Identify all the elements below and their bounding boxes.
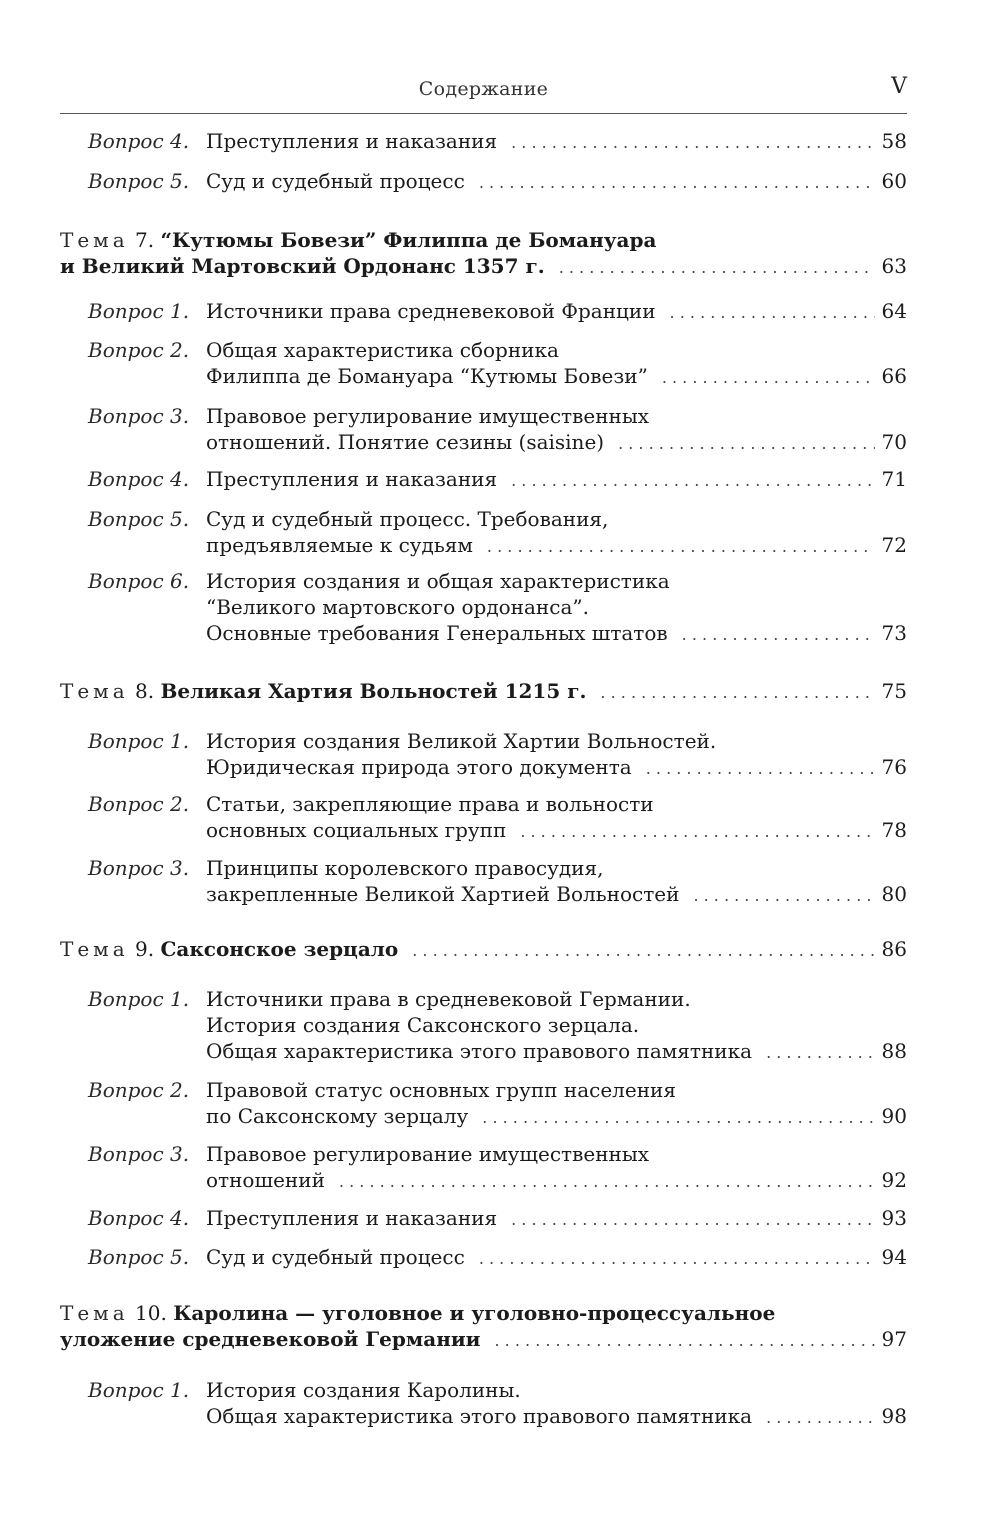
entry-text: Тема 8. Великая Хартия Вольностей 1215 г. bbox=[60, 679, 587, 703]
page-number: 73 bbox=[881, 621, 907, 645]
entry-text bbox=[206, 728, 716, 754]
question-title: Преступления и наказания bbox=[206, 1206, 498, 1230]
topic-label: Тема bbox=[60, 679, 129, 703]
entry-text bbox=[206, 1012, 639, 1038]
entry-line bbox=[60, 253, 907, 279]
entry-line bbox=[60, 936, 907, 962]
entry-text bbox=[206, 403, 649, 429]
entry-body bbox=[206, 728, 907, 780]
entry-body bbox=[60, 227, 907, 279]
topic-title: Саксонское зерцало bbox=[160, 937, 399, 961]
entry-line bbox=[206, 298, 907, 324]
entry-body bbox=[206, 855, 907, 907]
topic-title: “Кутюмы Бовези” Филиппа де Бомануара bbox=[160, 228, 657, 252]
question-title: Источники права в средневековой Германии. bbox=[206, 987, 691, 1011]
entry-line bbox=[60, 1326, 907, 1352]
topic-title: Великая Хартия Вольностей 1215 г. bbox=[160, 679, 587, 703]
entry-text bbox=[206, 1244, 465, 1270]
entry-text bbox=[206, 855, 603, 881]
entry-text bbox=[206, 466, 497, 492]
question-label: Вопрос 4. bbox=[88, 467, 190, 491]
entry-text bbox=[206, 881, 679, 907]
entry-body bbox=[60, 936, 907, 962]
question-label: Вопрос 1. bbox=[88, 729, 190, 753]
entry-text bbox=[206, 337, 559, 363]
dot-leader bbox=[495, 1328, 876, 1354]
entry-line bbox=[60, 227, 907, 253]
question-label: Вопрос 2. bbox=[88, 1078, 190, 1102]
entry-body bbox=[206, 298, 907, 324]
entry-text bbox=[206, 1403, 752, 1429]
question-title: Суд и судебный процесс bbox=[206, 169, 465, 193]
entry-line bbox=[206, 1205, 907, 1231]
page-number: 58 bbox=[881, 129, 907, 153]
entry-body bbox=[206, 791, 907, 843]
topic-label: Тема bbox=[60, 1301, 129, 1325]
entry-text bbox=[206, 429, 604, 455]
entry-body bbox=[206, 1244, 907, 1270]
entry-body bbox=[206, 337, 907, 389]
question-title: Правовой статус основных групп населения bbox=[206, 1078, 676, 1102]
entry-text bbox=[206, 532, 473, 558]
entry-text bbox=[206, 1038, 752, 1064]
question-label: Вопрос 4. bbox=[88, 129, 190, 153]
entry-line bbox=[206, 1403, 907, 1429]
entry-body bbox=[206, 1377, 907, 1429]
entry-line bbox=[206, 363, 907, 389]
page-number: 88 bbox=[881, 1039, 907, 1063]
header-rule bbox=[60, 113, 907, 114]
entry-text bbox=[206, 1205, 497, 1231]
entry-line bbox=[206, 1012, 907, 1038]
entry-text bbox=[206, 1167, 325, 1193]
topic-title: и Великий Мартовский Ордонанс 1357 г. bbox=[60, 254, 545, 278]
question-label: Вопрос 6. bbox=[88, 569, 190, 593]
entry-text bbox=[206, 817, 506, 843]
header-page-number: V bbox=[891, 74, 907, 99]
entry-text bbox=[206, 1377, 521, 1403]
entry-line bbox=[206, 568, 907, 594]
dot-leader bbox=[511, 130, 875, 156]
entry-body bbox=[206, 128, 907, 154]
dot-leader bbox=[482, 1105, 875, 1131]
topic-label: Тема bbox=[60, 228, 129, 252]
entry-text bbox=[206, 791, 654, 817]
entry-line bbox=[206, 986, 907, 1012]
page-number: 98 bbox=[881, 1404, 907, 1428]
entry-text bbox=[206, 168, 465, 194]
entry-text bbox=[206, 1141, 649, 1167]
dot-leader bbox=[600, 680, 875, 706]
page-number: 90 bbox=[881, 1104, 907, 1128]
question-label: Вопрос 5. bbox=[88, 507, 190, 531]
running-header bbox=[60, 76, 907, 104]
dot-leader bbox=[559, 255, 875, 281]
entry-line bbox=[206, 429, 907, 455]
page-number: 64 bbox=[881, 299, 907, 323]
question-title: основных социальных групп bbox=[206, 818, 507, 842]
entry-line bbox=[206, 506, 907, 532]
entry-line bbox=[206, 791, 907, 817]
question-title: “Великого мартовского ордонанса”. bbox=[206, 595, 589, 619]
question-label: Вопрос 5. bbox=[88, 1245, 190, 1269]
page-number: 86 bbox=[881, 937, 907, 961]
entry-body bbox=[206, 1141, 907, 1193]
entry-text bbox=[206, 568, 670, 594]
page-number: 92 bbox=[881, 1168, 907, 1192]
question-label: Вопрос 2. bbox=[88, 338, 190, 362]
question-label: Вопрос 1. bbox=[88, 987, 190, 1011]
dot-leader bbox=[766, 1405, 875, 1431]
dot-leader bbox=[646, 756, 875, 782]
question-title: Общая характеристика этого правового памятника bbox=[206, 1404, 753, 1428]
entry-line bbox=[206, 1377, 907, 1403]
page-number: 78 bbox=[881, 818, 907, 842]
entry-line bbox=[206, 1038, 907, 1064]
entry-line bbox=[206, 594, 907, 620]
question-title: История создания Саксонского зерцала. bbox=[206, 1013, 640, 1037]
question-title: Источники права средневековой Франции bbox=[206, 299, 656, 323]
page-number: 97 bbox=[881, 1327, 907, 1351]
entry-line bbox=[206, 337, 907, 363]
entry-line bbox=[206, 728, 907, 754]
entry-text bbox=[206, 363, 648, 389]
entry-body bbox=[206, 506, 907, 558]
header-title: Содержание bbox=[418, 78, 549, 100]
question-title: История создания Великой Хартии Вольностей. bbox=[206, 729, 717, 753]
topic-title: уложение средневековой Германии bbox=[60, 1327, 481, 1351]
page-number: 70 bbox=[881, 430, 907, 454]
entry-text bbox=[206, 128, 497, 154]
question-title: Принципы королевского правосудия, bbox=[206, 856, 604, 880]
entry-body bbox=[60, 1300, 907, 1352]
page-number: 75 bbox=[881, 679, 907, 703]
entry-text bbox=[206, 620, 668, 646]
entry-text bbox=[60, 253, 545, 279]
entry-text: Тема 10. Каролина — уголовное и уголовно-процессуальное bbox=[60, 1301, 776, 1325]
entry-body bbox=[206, 986, 907, 1064]
dot-leader bbox=[339, 1169, 875, 1195]
entry-text bbox=[206, 754, 632, 780]
entry-line bbox=[60, 678, 907, 704]
dot-leader bbox=[412, 938, 875, 964]
dot-leader bbox=[479, 170, 875, 196]
entry-line bbox=[206, 1077, 907, 1103]
topic-label: Тема bbox=[60, 937, 129, 961]
question-label: Вопрос 2. bbox=[88, 792, 190, 816]
page-number: 80 bbox=[881, 882, 907, 906]
topic-title: Каролина — уголовное и уголовно-процессуальное bbox=[173, 1301, 776, 1325]
question-title: Общая характеристика этого правового памятника bbox=[206, 1039, 753, 1063]
dot-leader bbox=[511, 1207, 875, 1233]
entry-text bbox=[206, 594, 589, 620]
question-title: Преступления и наказания bbox=[206, 467, 498, 491]
entry-line bbox=[206, 817, 907, 843]
page-number: 72 bbox=[881, 533, 907, 557]
entry-line bbox=[206, 466, 907, 492]
question-title: по Саксонскому зерцалу bbox=[206, 1104, 469, 1128]
question-label: Вопрос 1. bbox=[88, 299, 190, 323]
question-title: Юридическая природа этого документа bbox=[206, 755, 632, 779]
question-label: Вопрос 3. bbox=[88, 856, 190, 880]
dot-leader bbox=[479, 1246, 875, 1272]
question-label: Вопрос 3. bbox=[88, 404, 190, 428]
question-title: Статьи, закрепляющие права и вольности bbox=[206, 792, 654, 816]
entry-text: Тема 9. Саксонское зерцало bbox=[60, 937, 399, 961]
question-title: Правовое регулирование имущественных bbox=[206, 404, 650, 428]
entry-text bbox=[60, 1326, 481, 1352]
entry-line bbox=[206, 1103, 907, 1129]
question-label: Вопрос 4. bbox=[88, 1206, 190, 1230]
entry-body bbox=[206, 568, 907, 646]
question-title: Преступления и наказания bbox=[206, 129, 498, 153]
entry-body bbox=[206, 168, 907, 194]
question-title: Основные требования Генеральных штатов bbox=[206, 621, 668, 645]
page-number: 63 bbox=[881, 254, 907, 278]
entry-line bbox=[206, 1244, 907, 1270]
question-title: История создания Каролины. bbox=[206, 1378, 521, 1402]
entry-line bbox=[206, 403, 907, 429]
page-number: 71 bbox=[881, 467, 907, 491]
question-title: Правовое регулирование имущественных bbox=[206, 1142, 650, 1166]
entry-body bbox=[206, 403, 907, 455]
dot-leader bbox=[662, 365, 875, 391]
entry-text: Тема 7. “Кутюмы Бовези” Филиппа де Бомануара bbox=[60, 228, 657, 252]
entry-body bbox=[206, 1205, 907, 1231]
page-number: 76 bbox=[881, 755, 907, 779]
entry-text bbox=[206, 986, 691, 1012]
page-number: 93 bbox=[881, 1206, 907, 1230]
question-title: отношений bbox=[206, 1168, 325, 1192]
entry-body bbox=[206, 466, 907, 492]
entry-text bbox=[206, 506, 608, 532]
entry-line bbox=[206, 1167, 907, 1193]
dot-leader bbox=[487, 534, 875, 560]
entry-text bbox=[206, 298, 656, 324]
question-title: закрепленные Великой Хартией Вольностей bbox=[206, 882, 680, 906]
page-number: 60 bbox=[881, 169, 907, 193]
dot-leader bbox=[682, 622, 875, 648]
entry-line bbox=[60, 1300, 907, 1326]
entry-line bbox=[206, 532, 907, 558]
question-label: Вопрос 1. bbox=[88, 1378, 190, 1402]
entry-line bbox=[206, 855, 907, 881]
entry-line bbox=[206, 620, 907, 646]
entry-line bbox=[206, 754, 907, 780]
entry-text bbox=[206, 1077, 676, 1103]
entry-line bbox=[206, 1141, 907, 1167]
question-title: Общая характеристика сборника bbox=[206, 338, 559, 362]
entry-line bbox=[206, 881, 907, 907]
dot-leader bbox=[693, 883, 875, 909]
page-number: 94 bbox=[881, 1245, 907, 1269]
question-title: История создания и общая характеристика bbox=[206, 569, 670, 593]
question-title: предъявляемые к судьям bbox=[206, 533, 473, 557]
question-title: Суд и судебный процесс. Требования, bbox=[206, 507, 609, 531]
dot-leader bbox=[511, 468, 875, 494]
question-title: Суд и судебный процесс bbox=[206, 1245, 465, 1269]
dot-leader bbox=[618, 431, 875, 457]
dot-leader bbox=[766, 1040, 875, 1066]
entry-body bbox=[60, 678, 907, 704]
question-label: Вопрос 3. bbox=[88, 1142, 190, 1166]
dot-leader bbox=[670, 300, 875, 326]
page-number: 66 bbox=[881, 364, 907, 388]
dot-leader bbox=[520, 819, 875, 845]
entry-body bbox=[206, 1077, 907, 1129]
question-label: Вопрос 5. bbox=[88, 169, 190, 193]
question-title: Филиппа де Бомануара “Кутюмы Бовези” bbox=[206, 364, 648, 388]
entry-line bbox=[206, 168, 907, 194]
question-title: отношений. Понятие сезины (saisine) bbox=[206, 430, 605, 454]
entry-text bbox=[206, 1103, 468, 1129]
entry-line bbox=[206, 128, 907, 154]
